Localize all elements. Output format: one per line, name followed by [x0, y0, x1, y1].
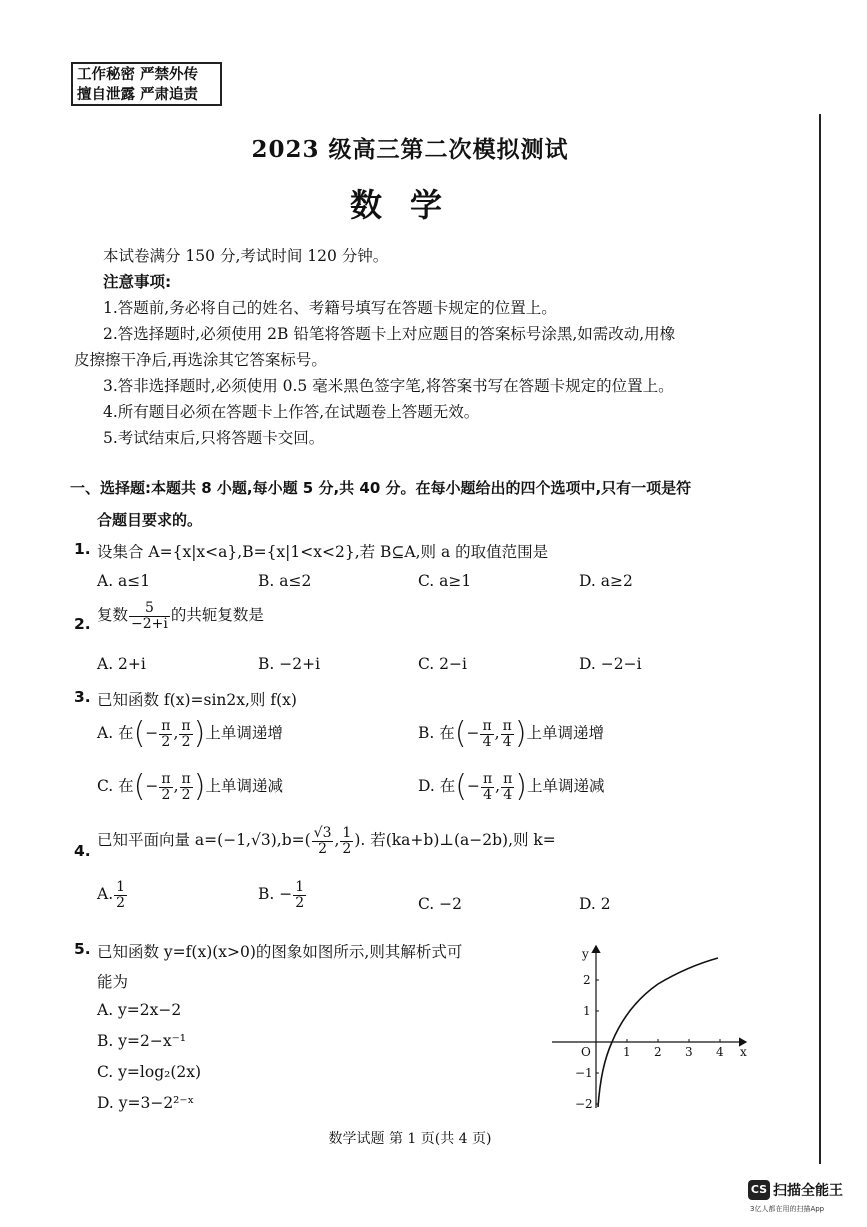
fraction-left	[481, 772, 494, 802]
y-tick-neg-2: −2	[575, 1097, 593, 1110]
x-tick-3: 3	[685, 1045, 693, 1059]
close-paren: )	[193, 769, 206, 805]
notice-item-5: 5.考试结束后,只将答题卡交回。	[103, 429, 325, 447]
question-stem: 设集合 A={x|x<a},B={x|1<x<2},若 B⊆A,则 a 的取值范围是	[97, 543, 549, 561]
fraction-1-over-2	[114, 880, 127, 910]
question-stem: 已知平面向量 a=(−1,√3),b=( $\frac{√3}{2}$ , $\frac{1}{2}$ ). 若(ka+b)⊥(a−2b),则 k=	[97, 825, 556, 857]
fraction-1-over-2	[293, 880, 306, 910]
denominator: 2	[342, 840, 352, 857]
denominator: −2+i	[131, 615, 168, 632]
numerator: 1	[295, 879, 305, 895]
notice-item-3: 3.答非选择题时,必须使用 0.5 毫米黑色签字笔,将答案书写在答题卡规定的位置上。	[103, 377, 674, 395]
fraction-right	[180, 772, 193, 802]
question-stem-line-1: 已知函数 y=f(x)(x>0)的图象如图所示,则其解析式可	[97, 943, 463, 961]
fraction-sqrt3-over-2	[312, 826, 334, 856]
notice-heading: 注意事项:	[103, 273, 172, 291]
numerator: π	[482, 718, 492, 734]
comma: ,	[494, 724, 500, 743]
stem-part-2: ). 若(ka+b)⊥(a−2b),则 k=	[354, 831, 556, 850]
denominator: 2	[181, 786, 191, 803]
numerator: 1	[116, 879, 126, 895]
confidential-stamp	[71, 62, 222, 106]
y-tick-2: 2	[583, 973, 591, 987]
numerator: 1	[342, 825, 352, 841]
complex-fraction	[129, 601, 170, 631]
option-text: 上单调递减	[527, 777, 605, 796]
option-text: 上单调递减	[205, 777, 283, 796]
scanner-app-name: 扫描全能王	[773, 1183, 843, 1199]
camscanner-badge: CS	[748, 1180, 770, 1200]
option-a: A. y=2x−2	[97, 1001, 182, 1019]
option-c: C. a≥1	[418, 572, 472, 590]
numerator: π	[503, 771, 513, 787]
open-paren: (	[133, 769, 146, 805]
question-number: 3.	[74, 688, 91, 706]
option-label: C. 在	[97, 777, 134, 796]
numerator: π	[482, 771, 493, 787]
intro-text: 本试卷满分 150 分,考试时间 120 分钟。	[103, 247, 389, 265]
numerator: 5	[129, 601, 170, 617]
numerator: π	[161, 718, 171, 734]
numerator: π	[161, 771, 171, 787]
minus-sign: −	[466, 777, 480, 796]
numerator: π	[181, 718, 191, 734]
section-1-heading-cont: 合题目要求的。	[97, 511, 203, 529]
denominator: 4	[502, 733, 512, 750]
fraction-right	[179, 719, 192, 749]
option-label: D. 在	[418, 777, 456, 796]
x-tick-4: 4	[716, 1045, 724, 1059]
exam-title: 2023 级高三第二次模拟测试	[251, 136, 569, 163]
function-graph	[550, 940, 755, 1110]
function-curve	[598, 958, 718, 1107]
subject-title: 数学	[349, 186, 470, 224]
denominator: 4	[482, 733, 492, 750]
comma: ,	[173, 724, 179, 743]
denominator: 2	[161, 786, 171, 803]
question-stem-line-2: 能为	[97, 973, 129, 991]
fraction-right	[501, 719, 514, 749]
close-paren: )	[515, 769, 528, 805]
option-text: 上单调递增	[205, 724, 283, 743]
option-a: A. 2+i	[97, 655, 146, 673]
option-c: C. −2	[418, 895, 463, 913]
option-c: C. 2−i	[418, 655, 467, 673]
denominator: 2	[161, 733, 171, 750]
fraction-left	[159, 719, 172, 749]
option-text: 上单调递增	[526, 724, 605, 743]
option-label: B. −	[258, 885, 293, 904]
notice-item-1: 1.答题前,务必将自己的姓名、考籍号填写在答题卡规定的位置上。	[103, 299, 557, 317]
option-c: C. y=log₂(2x)	[97, 1063, 202, 1081]
question-number: 5.	[74, 940, 91, 958]
scanner-watermark	[748, 1180, 843, 1200]
stem-suffix: 的共轭复数是	[170, 606, 264, 625]
fraction-left	[159, 772, 172, 802]
stem-part-1: 已知平面向量 a=(−1,√3),b=(	[97, 831, 311, 850]
option-d: D. 2	[579, 895, 611, 913]
close-paren: )	[193, 716, 206, 752]
denominator: 4	[483, 786, 493, 803]
option-label: A.	[97, 885, 114, 904]
fraction-1-over-2	[340, 826, 353, 856]
denominator: 2	[318, 840, 328, 857]
question-stem: 已知函数 f(x)=sin2x,则 f(x)	[97, 691, 297, 709]
option-a	[97, 716, 283, 752]
option-b: B. a≤2	[258, 572, 312, 590]
x-tick-1: 1	[623, 1045, 631, 1059]
option-a: A. a≤1	[97, 572, 151, 590]
notice-item-4: 4.所有题目必须在答题卡上作答,在试题卷上答题无效。	[103, 403, 480, 421]
scanner-tagline: 3亿人都在用的扫描App	[750, 1205, 825, 1213]
denominator: 2	[295, 894, 305, 911]
question-number: 2.	[74, 615, 91, 633]
option-d	[418, 769, 605, 805]
denominator: 4	[503, 786, 513, 803]
denominator: 2	[181, 733, 191, 750]
open-paren: (	[454, 716, 467, 752]
question-number: 1.	[74, 540, 91, 558]
numerator: π	[181, 771, 191, 787]
option-a	[97, 880, 128, 910]
right-margin-rule	[819, 114, 821, 1164]
y-tick-neg-1: −1	[575, 1066, 593, 1080]
comma: ,	[173, 777, 179, 796]
x-axis-label: x	[740, 1045, 747, 1059]
minus-sign: −	[466, 724, 480, 743]
fraction-right	[501, 772, 514, 802]
open-paren: (	[133, 716, 146, 752]
option-label: A. 在	[97, 724, 134, 743]
minus-sign: −	[145, 724, 159, 743]
notice-item-2a: 2.答选择题时,必须使用 2B 铅笔将答题卡上对应题目的答案标号涂黑,如需改动,用橡	[103, 325, 676, 343]
close-paren: )	[514, 716, 527, 752]
option-b	[258, 880, 307, 910]
option-d: D. −2−i	[579, 655, 642, 673]
stem-prefix: 复数	[97, 606, 129, 625]
question-stem	[97, 601, 264, 631]
notice-item-2b: 皮擦擦干净后,再选涂其它答案标号。	[74, 351, 327, 369]
numerator: π	[502, 718, 512, 734]
question-number: 4.	[74, 842, 91, 860]
x-tick-2: 2	[654, 1045, 662, 1059]
y-axis-label: y	[582, 947, 589, 961]
option-b	[418, 716, 605, 752]
option-label: B. 在	[418, 724, 455, 743]
option-d: D. y=3−2²⁻ˣ	[97, 1094, 195, 1112]
origin-label: O	[581, 1045, 591, 1059]
denominator: 2	[116, 894, 126, 911]
open-paren: (	[455, 769, 467, 805]
numerator: √3	[313, 825, 332, 841]
comma: ,	[495, 777, 501, 796]
option-c	[97, 769, 283, 805]
y-tick-1: 1	[583, 1004, 591, 1018]
option-b: B. y=2−x⁻¹	[97, 1032, 186, 1050]
option-d: D. a≥2	[579, 572, 633, 590]
page-footer: 数学试题 第 1 页(共 4 页)	[328, 1131, 492, 1147]
stamp-line-1: 工作秘密 严禁外传	[77, 67, 199, 83]
option-b: B. −2+i	[258, 655, 321, 673]
fraction-left	[480, 719, 493, 749]
section-1-heading: 一、选择题:本题共 8 小题,每小题 5 分,共 40 分。在每小题给出的四个选项中,只有一项是符	[70, 479, 692, 497]
stamp-line-2: 擅自泄露 严肃追责	[77, 87, 199, 103]
minus-sign: −	[145, 777, 159, 796]
